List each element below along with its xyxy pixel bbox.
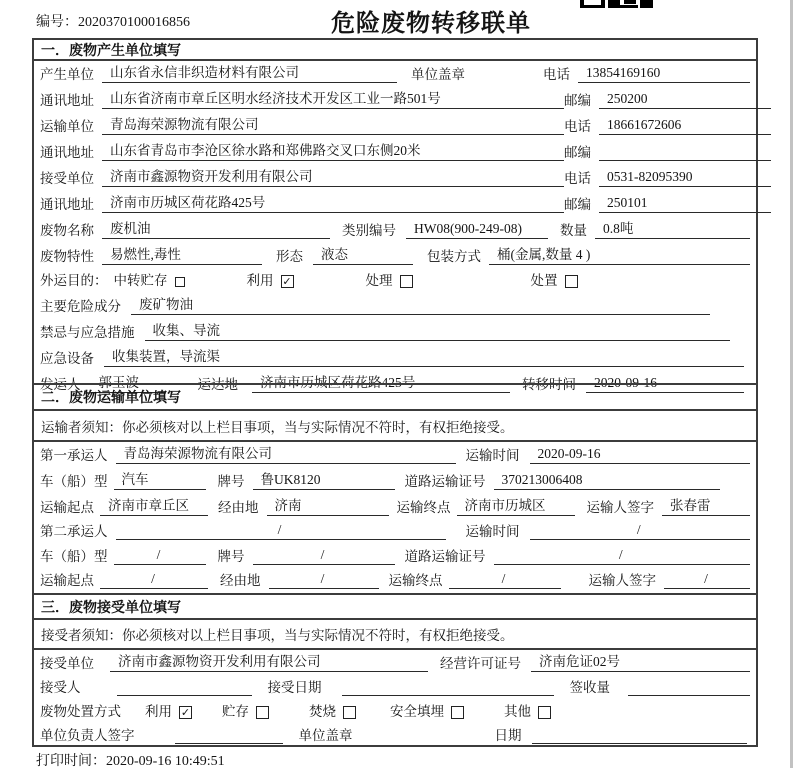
receiver-row bbox=[34, 165, 756, 191]
transporter-address-label: 通讯地址 bbox=[40, 145, 94, 160]
receiver-phone-field: 0531-82095390 bbox=[599, 169, 771, 187]
waste-name-row bbox=[34, 217, 756, 243]
carrier1-row bbox=[34, 442, 756, 468]
responsible-sign-label: 单位负责人签字 bbox=[40, 728, 135, 743]
section3-header: 三．废物接受单位填写 bbox=[34, 593, 756, 620]
section2-notice: 运输者须知：你必须核对以上栏目事项，当与实际情况不符时，有权拒绝接受。 bbox=[34, 411, 756, 442]
route2-via-label: 经由地 bbox=[220, 572, 261, 588]
producer-name-field: 山东省永信非织造材料有限公司 bbox=[102, 61, 397, 83]
waste-qty-field: 0.8吨 bbox=[595, 217, 750, 239]
destination-label: 运达地 bbox=[197, 377, 238, 392]
route1-end-label: 运输终点 bbox=[396, 500, 451, 515]
print-time bbox=[36, 750, 225, 768]
disposal-row bbox=[34, 700, 756, 724]
disposal-use-checkbox[interactable]: ✓ bbox=[180, 706, 191, 719]
disposal-burn-checkbox[interactable] bbox=[343, 706, 356, 719]
carrier1-time-field: 2020-09-16 bbox=[530, 446, 751, 464]
route2-start-field: / bbox=[100, 571, 208, 589]
accept-date-field bbox=[342, 681, 554, 696]
vehicle1-plate-label: 牌号 bbox=[217, 474, 245, 489]
producer-address-label: 通讯地址 bbox=[40, 93, 94, 108]
waste-pack-label: 包装方式 bbox=[427, 249, 481, 264]
hazard-row bbox=[34, 293, 756, 319]
section1-header: 一．废物产生单位填写 bbox=[34, 40, 756, 61]
waste-category-label: 类别编号 bbox=[342, 223, 396, 238]
transporter-zip-label: 邮编 bbox=[564, 145, 591, 160]
purpose-treat-label: 处理 bbox=[365, 273, 393, 288]
transporter-address-field: 山东省青岛市李沧区徐水路和郑佛路交叉口东侧20米 bbox=[102, 139, 564, 161]
producer-label: 产生单位 bbox=[40, 67, 94, 82]
producer-phone-field: 13854169160 bbox=[578, 65, 750, 83]
sign-qty-label: 签收量 bbox=[569, 680, 610, 695]
serial-number bbox=[36, 11, 190, 31]
carrier2-field: / bbox=[116, 522, 446, 540]
section1-rows bbox=[34, 61, 756, 392]
receiver-address-row bbox=[34, 191, 756, 217]
purpose-label: 外运目的： bbox=[40, 273, 108, 288]
accept-date-label: 接受日期 bbox=[267, 680, 322, 695]
equipment-label: 应急设备 bbox=[40, 351, 94, 366]
section2-header: 二．废物运输单位填写 bbox=[34, 383, 756, 411]
transporter-address-row bbox=[34, 139, 756, 165]
vehicle1-plate-field: 鲁UK8120 bbox=[253, 468, 395, 490]
unit-seal-label: 单位盖章 bbox=[298, 728, 353, 743]
purpose-transfer-checkbox[interactable] bbox=[175, 277, 185, 287]
vehicle2-permit-field: / bbox=[494, 547, 751, 565]
receiver-label: 接受单位 bbox=[40, 171, 94, 186]
route1-row bbox=[34, 494, 756, 520]
transporter-zip-field bbox=[599, 146, 771, 161]
route1-via-field: 济南 bbox=[267, 494, 389, 516]
route1-end-field: 济南市历城区 bbox=[457, 494, 575, 516]
vehicle2-row bbox=[34, 544, 756, 568]
qr-code-icon bbox=[580, 0, 653, 9]
vehicle1-row bbox=[34, 468, 756, 494]
disposal-store-checkbox[interactable] bbox=[256, 706, 269, 719]
waste-category-field: HW08(900-249-08) bbox=[406, 221, 548, 239]
waste-qty-label: 数量 bbox=[560, 223, 587, 238]
section3-rows bbox=[34, 650, 756, 748]
route2-via-field: / bbox=[269, 571, 379, 589]
transporter-name-field: 青岛海荣源物流有限公司 bbox=[102, 113, 564, 135]
sign-qty-field bbox=[628, 681, 750, 696]
purpose-option-transfer bbox=[114, 269, 185, 289]
transfer-time-field: 2020-09-16 bbox=[586, 375, 744, 393]
disposal-landfill-checkbox[interactable] bbox=[451, 706, 464, 719]
route2-sign-field: / bbox=[664, 571, 750, 589]
route2-row bbox=[34, 569, 756, 593]
waste-name-label: 废物名称 bbox=[40, 223, 94, 238]
receiver-zip-field: 250101 bbox=[599, 195, 771, 213]
taboo-label: 禁忌与应急措施 bbox=[40, 325, 135, 340]
purpose-option-use bbox=[247, 269, 294, 289]
receiver-name-field: 济南市鑫源物资开发利用有限公司 bbox=[102, 165, 564, 187]
carrier1-field: 青岛海荣源物流有限公司 bbox=[116, 442, 456, 464]
route2-end-field: / bbox=[449, 571, 561, 589]
carrier1-label: 第一承运人 bbox=[40, 448, 108, 463]
carrier2-label: 第二承运人 bbox=[40, 524, 108, 540]
disposal-store-label: 贮存 bbox=[222, 704, 249, 719]
producer-phone-label: 电话 bbox=[543, 67, 570, 82]
purpose-transfer-label: 中转贮存 bbox=[113, 273, 168, 288]
waste-form-label: 形态 bbox=[276, 249, 303, 264]
vehicle2-permit-label: 道路运输证号 bbox=[404, 548, 486, 564]
disposal-landfill-label: 安全填埋 bbox=[390, 704, 444, 719]
sign-date-label: 日期 bbox=[494, 728, 522, 743]
print-time-label: 打印时间： bbox=[36, 754, 106, 768]
producer-seal-label: 单位盖章 bbox=[411, 67, 465, 82]
waste-form-field: 液态 bbox=[313, 243, 413, 265]
producer-address-field: 山东省济南市章丘区明水经济技术开发区工业一路501号 bbox=[102, 87, 564, 109]
hazard-field: 废矿物油 bbox=[131, 293, 710, 315]
vehicle1-permit-field: 370213006408 bbox=[494, 472, 721, 490]
page-edge-line bbox=[790, 0, 793, 768]
purpose-use-label: 利用 bbox=[246, 273, 274, 288]
section2-rows bbox=[34, 442, 756, 593]
serial-value: 2020370100016856 bbox=[78, 15, 190, 30]
vehicle2-type-field: / bbox=[114, 547, 206, 565]
transporter-row bbox=[34, 113, 756, 139]
waste-pack-field: 桶(金属,数量 4 ) bbox=[489, 243, 750, 265]
page-title: 危险废物转移联单 bbox=[331, 11, 531, 37]
producer-row bbox=[34, 61, 756, 87]
vehicle2-type-label: 车（船）型 bbox=[40, 548, 108, 564]
receiver-address-field: 济南市历城区荷花路425号 bbox=[102, 191, 564, 213]
accept-unit-row bbox=[34, 650, 756, 676]
vehicle2-plate-label: 牌号 bbox=[217, 548, 245, 564]
disposal-other-checkbox[interactable] bbox=[538, 706, 551, 719]
receiver-zip-label: 邮编 bbox=[564, 197, 591, 212]
responsible-sign-field bbox=[175, 729, 283, 744]
disposal-burn-label: 焚烧 bbox=[309, 704, 336, 719]
disposal-option-other bbox=[504, 700, 551, 720]
route1-sign-label: 运输人签字 bbox=[586, 500, 654, 515]
disposal-option-store bbox=[222, 700, 269, 720]
transporter-label: 运输单位 bbox=[40, 119, 94, 134]
vehicle2-plate-field: / bbox=[253, 547, 395, 565]
purpose-use-checkbox[interactable]: ✓ bbox=[282, 275, 292, 288]
waste-props-label: 废物特性 bbox=[40, 249, 94, 264]
accept-unit-label: 接受单位 bbox=[40, 656, 94, 671]
section3-notice: 接受者须知：你必须核对以上栏目事项，当与实际情况不符时，有权拒绝接受。 bbox=[34, 620, 756, 650]
purpose-treat-checkbox[interactable] bbox=[400, 275, 413, 288]
producer-zip-label: 邮编 bbox=[564, 93, 591, 108]
route1-start-field: 济南市章丘区 bbox=[100, 494, 208, 516]
carrier2-time-field: / bbox=[530, 522, 751, 540]
transporter-phone-field: 18661672606 bbox=[599, 117, 771, 135]
disposal-other-label: 其他 bbox=[504, 704, 531, 719]
producer-address-row bbox=[34, 87, 756, 113]
license-label: 经营许可证号 bbox=[440, 656, 521, 671]
destination-field: 济南市历城区荷花路425号 bbox=[252, 371, 510, 393]
transfer-form-table bbox=[32, 38, 758, 747]
serial-label: 编号： bbox=[36, 15, 78, 30]
print-time-value: 2020-09-16 10:49:51 bbox=[106, 754, 225, 768]
route2-sign-label: 运输人签字 bbox=[588, 572, 656, 588]
purpose-row bbox=[34, 269, 756, 293]
producer-zip-field: 250200 bbox=[599, 91, 771, 109]
disposal-option-landfill bbox=[390, 700, 464, 720]
carrier1-time-label: 运输时间 bbox=[465, 448, 520, 463]
dispatcher-label: 发运人 bbox=[40, 377, 81, 392]
taboo-field: 收集、导流 bbox=[145, 319, 731, 341]
waste-props-row bbox=[34, 243, 756, 269]
signature-row bbox=[34, 724, 756, 748]
acceptor-label: 接受人 bbox=[40, 680, 81, 695]
route2-start-label: 运输起点 bbox=[40, 572, 94, 588]
sign-date-field bbox=[532, 729, 747, 744]
accept-unit-field: 济南市鑫源物资开发利用有限公司 bbox=[110, 650, 428, 672]
receiver-address-label: 通讯地址 bbox=[40, 197, 94, 212]
disposal-option-burn bbox=[309, 700, 356, 720]
carrier2-time-label: 运输时间 bbox=[465, 524, 520, 540]
route1-sign-field: 张春雷 bbox=[662, 494, 750, 516]
equipment-field: 收集装置，导流渠 bbox=[104, 345, 744, 367]
carrier2-row bbox=[34, 520, 756, 544]
receiver-phone-label: 电话 bbox=[564, 171, 591, 186]
route2-end-label: 运输终点 bbox=[388, 572, 443, 588]
acceptor-field bbox=[117, 681, 252, 696]
purpose-option-dispose bbox=[531, 269, 578, 289]
route1-start-label: 运输起点 bbox=[40, 500, 94, 515]
equipment-row bbox=[34, 345, 756, 371]
disposal-label: 废物处置方式 bbox=[40, 704, 121, 719]
disposal-option-use bbox=[145, 700, 192, 720]
waste-name-field: 废机油 bbox=[102, 217, 330, 239]
dispatcher-field: 郭玉波 bbox=[91, 371, 166, 393]
vehicle1-permit-label: 道路运输证号 bbox=[404, 474, 486, 489]
purpose-dispose-checkbox[interactable] bbox=[565, 275, 578, 288]
transfer-time-label: 转移时间 bbox=[522, 377, 576, 392]
taboo-row bbox=[34, 319, 756, 345]
acceptance-row bbox=[34, 676, 756, 700]
disposal-use-label: 利用 bbox=[145, 704, 172, 719]
purpose-option-treat bbox=[366, 269, 413, 289]
vehicle1-type-label: 车（船）型 bbox=[40, 474, 108, 489]
transporter-phone-label: 电话 bbox=[564, 119, 591, 134]
vehicle1-type-field: 汽车 bbox=[114, 468, 206, 490]
hazard-label: 主要危险成分 bbox=[40, 299, 121, 314]
route1-via-label: 经由地 bbox=[218, 500, 259, 515]
waste-props-field: 易燃性,毒性 bbox=[102, 243, 262, 265]
license-field: 济南危证02号 bbox=[531, 650, 750, 672]
purpose-dispose-label: 处置 bbox=[530, 273, 558, 288]
